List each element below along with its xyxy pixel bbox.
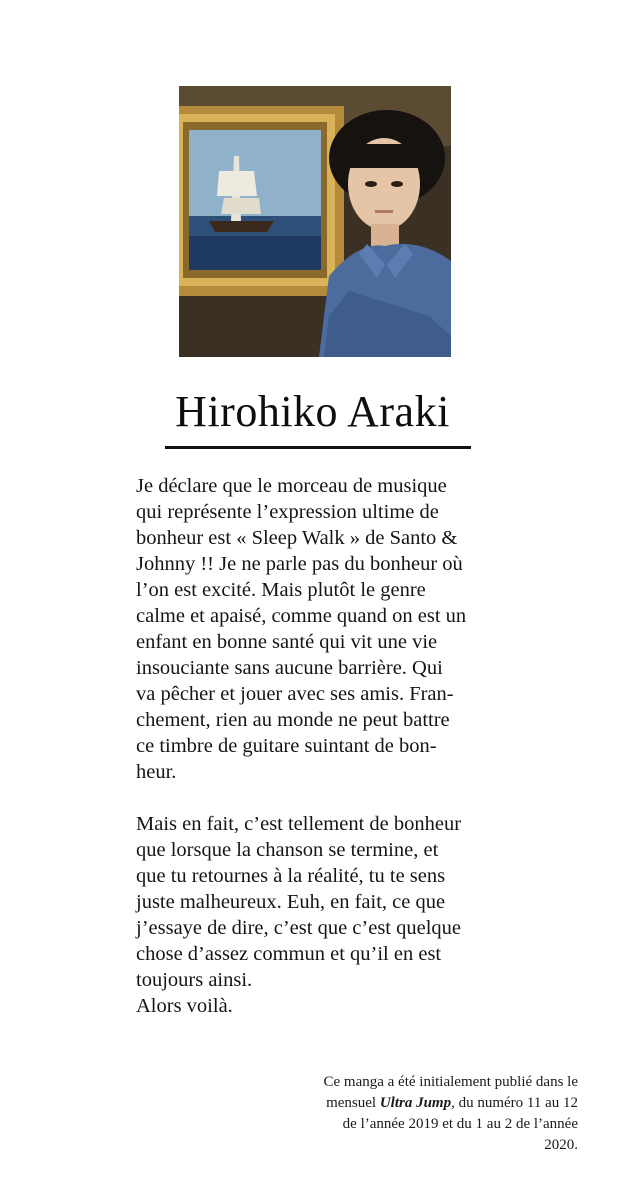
message-line: bonheur est « Sleep Walk » de Santo & [136, 527, 458, 549]
message-line: insouciante sans aucune barrière. Qui [136, 657, 443, 679]
publication-note-line: de l’année 2019 et du 1 au 2 de l’année [342, 1116, 578, 1132]
message-line: calme et apaisé, comme quand on est un [136, 605, 467, 627]
magazine-title: Ultra Jump [379, 1095, 452, 1111]
author-message [136, 473, 504, 1019]
message-line: Mais en fait, c’est tellement de bonheur [136, 813, 462, 835]
paragraph-spacer [136, 785, 504, 811]
author-name: Hirohiko Araki [175, 387, 450, 436]
message-line: Je déclare que le morceau de musique [136, 475, 447, 497]
message-line: Alors voilà. [136, 995, 233, 1017]
message-line: que tu retournes à la réalité, tu te sens [136, 865, 446, 887]
publication-note-suffix: , du numéro 11 au 12 [451, 1095, 578, 1111]
message-line: juste malheureux. Euh, en fait, ce que [136, 891, 446, 913]
message-line: heur. [136, 761, 177, 783]
message-paragraph-1 [136, 473, 504, 785]
message-line: j’essaye de dire, c’est que c’est quelque [136, 917, 462, 939]
message-line: Johnny !! Je ne parle pas du bonheur où [136, 553, 463, 575]
publication-note [248, 1072, 578, 1156]
author-photo-illustration [179, 86, 451, 357]
message-line: toujours ainsi. [136, 969, 253, 991]
publication-note-line: 2020. [544, 1137, 578, 1153]
message-line: ce timbre de guitare suintant de bon- [136, 735, 437, 757]
message-line: chement, rien au monde ne peut battre [136, 709, 450, 731]
publication-note-line: Ce manga a été initialement publié dans le [323, 1074, 578, 1090]
title-divider [165, 446, 471, 449]
message-paragraph-2 [136, 811, 504, 1019]
author-photo [179, 86, 451, 357]
message-line: que lorsque la chanson se termine, et [136, 839, 439, 861]
message-line: enfant en bonne santé qui vit une vie [136, 631, 438, 653]
message-line: l’on est excité. Mais plutôt le genre [136, 579, 426, 601]
publication-note-line [248, 1093, 578, 1114]
message-line: va pêcher et jouer avec ses amis. Fran- [136, 683, 454, 705]
message-line: qui représente l’expression ultime de [136, 501, 439, 523]
publication-note-prefix: mensuel [326, 1095, 380, 1111]
message-line: chose d’assez commun et qu’il en est [136, 943, 442, 965]
